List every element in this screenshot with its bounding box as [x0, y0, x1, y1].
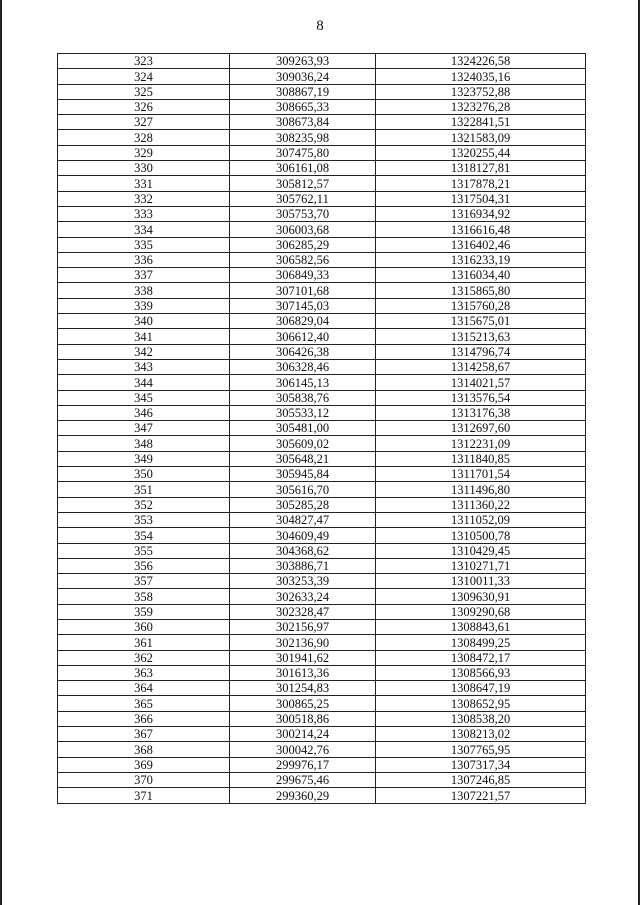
table-row [58, 283, 586, 298]
scan-edge-left [0, 0, 2, 905]
point-number-cell: 362 [58, 650, 230, 665]
table-row [58, 788, 586, 803]
table-row [58, 268, 586, 283]
point-number-cell: 368 [58, 742, 230, 757]
y-coordinate-cell: 1308538,20 [376, 711, 586, 726]
y-coordinate-cell: 1316034,40 [376, 268, 586, 283]
y-coordinate-cell: 1309290,68 [376, 604, 586, 619]
x-coordinate-cell: 308673,84 [230, 115, 376, 130]
point-number-cell: 327 [58, 115, 230, 130]
point-number-cell: 324 [58, 69, 230, 84]
point-number-cell: 357 [58, 574, 230, 589]
x-coordinate-cell: 299360,29 [230, 788, 376, 803]
point-number-cell: 344 [58, 375, 230, 390]
table-row [58, 574, 586, 589]
table-row [58, 558, 586, 573]
x-coordinate-cell: 299675,46 [230, 772, 376, 787]
y-coordinate-cell: 1308213,02 [376, 727, 586, 742]
table-row [58, 405, 586, 420]
y-coordinate-cell: 1308499,25 [376, 635, 586, 650]
x-coordinate-cell: 304368,62 [230, 543, 376, 558]
x-coordinate-cell: 299976,17 [230, 757, 376, 772]
table-row [58, 252, 586, 267]
y-coordinate-cell: 1313576,54 [376, 390, 586, 405]
point-number-cell: 336 [58, 252, 230, 267]
table-row [58, 421, 586, 436]
point-number-cell: 323 [58, 54, 230, 69]
y-coordinate-cell: 1315760,28 [376, 298, 586, 313]
y-coordinate-cell: 1310429,45 [376, 543, 586, 558]
point-number-cell: 334 [58, 222, 230, 237]
table-row [58, 757, 586, 772]
x-coordinate-cell: 305812,57 [230, 176, 376, 191]
point-number-cell: 326 [58, 99, 230, 114]
table-row [58, 604, 586, 619]
table-row [58, 191, 586, 206]
y-coordinate-cell: 1317878,21 [376, 176, 586, 191]
y-coordinate-cell: 1323752,88 [376, 84, 586, 99]
point-number-cell: 365 [58, 696, 230, 711]
table-row [58, 727, 586, 742]
table-row [58, 482, 586, 497]
y-coordinate-cell: 1308843,61 [376, 619, 586, 634]
point-number-cell: 354 [58, 528, 230, 543]
point-number-cell: 349 [58, 451, 230, 466]
table-row [58, 329, 586, 344]
table-row [58, 619, 586, 634]
y-coordinate-cell: 1311052,09 [376, 512, 586, 527]
table-row [58, 359, 586, 374]
y-coordinate-cell: 1314796,74 [376, 344, 586, 359]
y-coordinate-cell: 1316616,48 [376, 222, 586, 237]
y-coordinate-cell: 1311840,85 [376, 451, 586, 466]
y-coordinate-cell: 1307246,85 [376, 772, 586, 787]
point-number-cell: 332 [58, 191, 230, 206]
y-coordinate-cell: 1307765,95 [376, 742, 586, 757]
point-number-cell: 347 [58, 421, 230, 436]
point-number-cell: 339 [58, 298, 230, 313]
y-coordinate-cell: 1311701,54 [376, 467, 586, 482]
point-number-cell: 358 [58, 589, 230, 604]
x-coordinate-cell: 306849,33 [230, 268, 376, 283]
table-row [58, 314, 586, 329]
x-coordinate-cell: 305285,28 [230, 497, 376, 512]
y-coordinate-cell: 1318127,81 [376, 161, 586, 176]
y-coordinate-cell: 1312231,09 [376, 436, 586, 451]
x-coordinate-cell: 308235,98 [230, 130, 376, 145]
y-coordinate-cell: 1308652,95 [376, 696, 586, 711]
point-number-cell: 363 [58, 665, 230, 680]
point-number-cell: 342 [58, 344, 230, 359]
point-number-cell: 331 [58, 176, 230, 191]
x-coordinate-cell: 306426,38 [230, 344, 376, 359]
point-number-cell: 369 [58, 757, 230, 772]
point-number-cell: 335 [58, 237, 230, 252]
point-number-cell: 371 [58, 788, 230, 803]
y-coordinate-cell: 1324035,16 [376, 69, 586, 84]
point-number-cell: 345 [58, 390, 230, 405]
point-number-cell: 343 [58, 359, 230, 374]
y-coordinate-cell: 1314258,67 [376, 359, 586, 374]
point-number-cell: 364 [58, 681, 230, 696]
x-coordinate-cell: 308867,19 [230, 84, 376, 99]
x-coordinate-cell: 308665,33 [230, 99, 376, 114]
y-coordinate-cell: 1308472,17 [376, 650, 586, 665]
y-coordinate-cell: 1309630,91 [376, 589, 586, 604]
x-coordinate-cell: 300518,86 [230, 711, 376, 726]
point-number-cell: 329 [58, 145, 230, 160]
table-row [58, 344, 586, 359]
table-row [58, 145, 586, 160]
point-number-cell: 341 [58, 329, 230, 344]
table-row [58, 206, 586, 221]
point-number-cell: 370 [58, 772, 230, 787]
table-row [58, 390, 586, 405]
table-row [58, 635, 586, 650]
x-coordinate-cell: 306829,04 [230, 314, 376, 329]
table-row [58, 543, 586, 558]
table-row [58, 650, 586, 665]
y-coordinate-cell: 1313176,38 [376, 405, 586, 420]
x-coordinate-cell: 302136,90 [230, 635, 376, 650]
point-number-cell: 325 [58, 84, 230, 99]
table-row [58, 237, 586, 252]
x-coordinate-cell: 300214,24 [230, 727, 376, 742]
x-coordinate-cell: 307475,80 [230, 145, 376, 160]
point-number-cell: 337 [58, 268, 230, 283]
point-number-cell: 352 [58, 497, 230, 512]
y-coordinate-cell: 1321583,09 [376, 130, 586, 145]
x-coordinate-cell: 301941,62 [230, 650, 376, 665]
page-number: 8 [316, 18, 324, 34]
table-row [58, 681, 586, 696]
x-coordinate-cell: 304609,49 [230, 528, 376, 543]
x-coordinate-cell: 301613,36 [230, 665, 376, 680]
x-coordinate-cell: 309263,93 [230, 54, 376, 69]
x-coordinate-cell: 305616,70 [230, 482, 376, 497]
point-number-cell: 361 [58, 635, 230, 650]
y-coordinate-cell: 1311496,80 [376, 482, 586, 497]
table-row [58, 161, 586, 176]
table-row [58, 589, 586, 604]
x-coordinate-cell: 305533,12 [230, 405, 376, 420]
x-coordinate-cell: 300865,25 [230, 696, 376, 711]
y-coordinate-cell: 1311360,22 [376, 497, 586, 512]
y-coordinate-cell: 1315865,80 [376, 283, 586, 298]
table-row [58, 742, 586, 757]
x-coordinate-cell: 302328,47 [230, 604, 376, 619]
x-coordinate-cell: 307145,03 [230, 298, 376, 313]
x-coordinate-cell: 305753,70 [230, 206, 376, 221]
table-row [58, 665, 586, 680]
x-coordinate-cell: 302156,97 [230, 619, 376, 634]
point-number-cell: 333 [58, 206, 230, 221]
x-coordinate-cell: 305481,00 [230, 421, 376, 436]
point-number-cell: 350 [58, 467, 230, 482]
point-number-cell: 340 [58, 314, 230, 329]
x-coordinate-cell: 307101,68 [230, 283, 376, 298]
point-number-cell: 351 [58, 482, 230, 497]
point-number-cell: 360 [58, 619, 230, 634]
x-coordinate-cell: 306582,56 [230, 252, 376, 267]
x-coordinate-cell: 304827,47 [230, 512, 376, 527]
y-coordinate-cell: 1307317,34 [376, 757, 586, 772]
y-coordinate-cell: 1310271,71 [376, 558, 586, 573]
table-row [58, 497, 586, 512]
x-coordinate-cell: 306285,29 [230, 237, 376, 252]
y-coordinate-cell: 1308566,93 [376, 665, 586, 680]
x-coordinate-cell: 303253,39 [230, 574, 376, 589]
y-coordinate-cell: 1316934,92 [376, 206, 586, 221]
x-coordinate-cell: 305609,02 [230, 436, 376, 451]
point-number-cell: 367 [58, 727, 230, 742]
coordinates-table [57, 53, 586, 804]
x-coordinate-cell: 300042,76 [230, 742, 376, 757]
table-row [58, 696, 586, 711]
table-row [58, 130, 586, 145]
table-row [58, 84, 586, 99]
x-coordinate-cell: 305945,84 [230, 467, 376, 482]
y-coordinate-cell: 1310500,78 [376, 528, 586, 543]
table-row [58, 375, 586, 390]
y-coordinate-cell: 1308647,19 [376, 681, 586, 696]
y-coordinate-cell: 1312697,60 [376, 421, 586, 436]
table-row [58, 99, 586, 114]
point-number-cell: 353 [58, 512, 230, 527]
table-row [58, 512, 586, 527]
y-coordinate-cell: 1324226,58 [376, 54, 586, 69]
x-coordinate-cell: 306612,40 [230, 329, 376, 344]
y-coordinate-cell: 1310011,33 [376, 574, 586, 589]
table-row [58, 54, 586, 69]
point-number-cell: 348 [58, 436, 230, 451]
point-number-cell: 330 [58, 161, 230, 176]
x-coordinate-cell: 305838,76 [230, 390, 376, 405]
point-number-cell: 356 [58, 558, 230, 573]
point-number-cell: 355 [58, 543, 230, 558]
y-coordinate-cell: 1320255,44 [376, 145, 586, 160]
y-coordinate-cell: 1315675,01 [376, 314, 586, 329]
x-coordinate-cell: 301254,83 [230, 681, 376, 696]
point-number-cell: 328 [58, 130, 230, 145]
x-coordinate-cell: 306328,46 [230, 359, 376, 374]
y-coordinate-cell: 1322841,51 [376, 115, 586, 130]
point-number-cell: 366 [58, 711, 230, 726]
table-row [58, 69, 586, 84]
point-number-cell: 359 [58, 604, 230, 619]
y-coordinate-cell: 1323276,28 [376, 99, 586, 114]
x-coordinate-cell: 303886,71 [230, 558, 376, 573]
x-coordinate-cell: 306145,13 [230, 375, 376, 390]
table-row [58, 298, 586, 313]
table-row [58, 115, 586, 130]
x-coordinate-cell: 309036,24 [230, 69, 376, 84]
y-coordinate-cell: 1315213,63 [376, 329, 586, 344]
table-row [58, 436, 586, 451]
point-number-cell: 346 [58, 405, 230, 420]
y-coordinate-cell: 1307221,57 [376, 788, 586, 803]
table-row [58, 451, 586, 466]
y-coordinate-cell: 1317504,31 [376, 191, 586, 206]
x-coordinate-cell: 306161,08 [230, 161, 376, 176]
table-row [58, 467, 586, 482]
x-coordinate-cell: 306003,68 [230, 222, 376, 237]
coordinates-table-body [58, 54, 586, 804]
table-row [58, 711, 586, 726]
table-row [58, 176, 586, 191]
table-row [58, 528, 586, 543]
y-coordinate-cell: 1314021,57 [376, 375, 586, 390]
x-coordinate-cell: 305762,11 [230, 191, 376, 206]
table-row [58, 222, 586, 237]
y-coordinate-cell: 1316233,19 [376, 252, 586, 267]
x-coordinate-cell: 305648,21 [230, 451, 376, 466]
table-row [58, 772, 586, 787]
x-coordinate-cell: 302633,24 [230, 589, 376, 604]
y-coordinate-cell: 1316402,46 [376, 237, 586, 252]
point-number-cell: 338 [58, 283, 230, 298]
